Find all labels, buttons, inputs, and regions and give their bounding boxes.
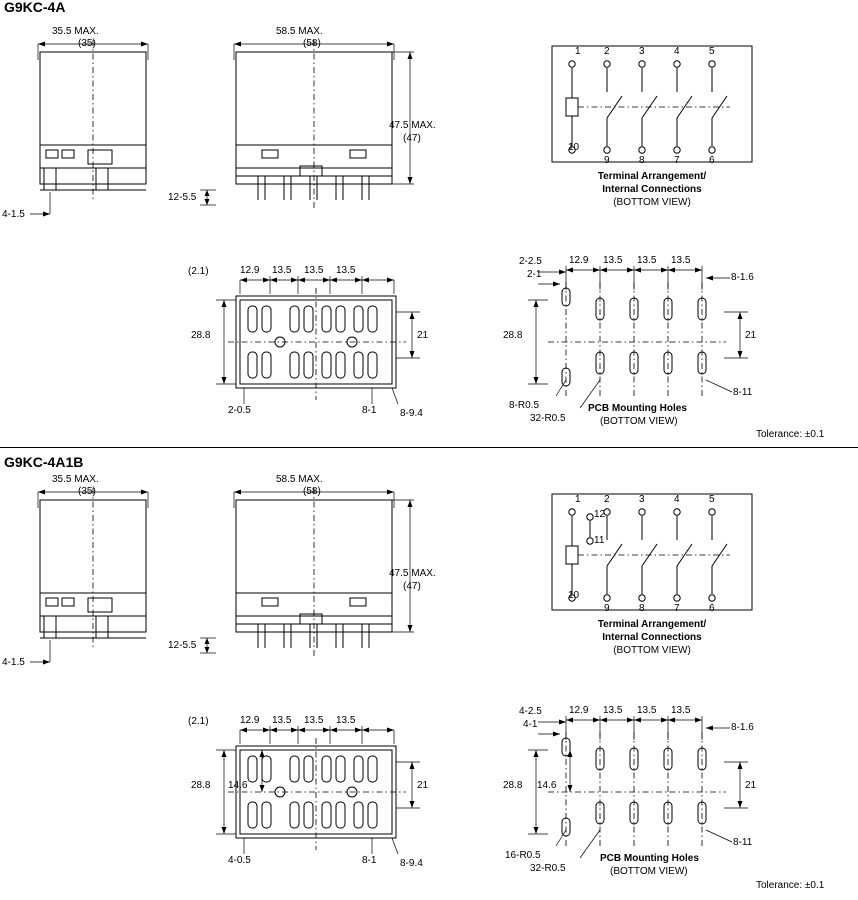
bottom-view-pitch-4-1: 13.5 [336,265,356,276]
bottom-view-dim-8-94-1: 8-9.4 [400,408,423,419]
terminal-caption-line2-2: Internal Connections [602,632,702,643]
side-view-width-max-1: 58.5 MAX. [276,26,323,37]
pcb-dim-8-r05-1: 8-R0.5 [509,400,540,411]
pcb-dim-8-11-1: 8-11 [733,387,753,398]
pcb-dim-32-r05-2: 32-R0.5 [530,863,566,874]
terminal-number-7-1: 7 [674,155,680,166]
terminal-number-5-1: 5 [709,46,715,57]
bottom-view-pitch-2-2: 13.5 [272,715,292,726]
terminal-number-6-1: 6 [709,155,715,166]
pcb-caption-line2-1: (BOTTOM VIEW) [600,416,678,427]
section-title-2: G9KC-4A1B [4,454,84,470]
pcb-height-left2-2: 14.6 [537,780,557,791]
tolerance-note-2: Tolerance: ±0.1 [756,880,825,891]
terminal-caption-line2-1: Internal Connections [602,184,702,195]
section-divider [0,447,858,448]
pcb-height-right-1: 21 [745,330,757,341]
pcb-pitch-4-2: 13.5 [671,705,691,716]
front-view-pin-note-2: 4-1.5 [2,657,25,668]
pcb-dim-32-r05-1: 32-R0.5 [530,413,566,424]
pcb-height-right-2: 21 [745,780,757,791]
side-view-height-max-2: 47.5 MAX. [389,568,436,579]
bottom-view-pitch-4-2: 13.5 [336,715,356,726]
bottom-view-corner-dim-2: (2.1) [188,716,209,727]
pcb-holes-drawing-2 [0,455,858,900]
bottom-view-height-left-1: 28.8 [191,330,211,341]
terminal-number-9-2: 9 [604,603,610,614]
pcb-pitch-1-2: 12.9 [569,705,589,716]
section-g9kc-4a1b [0,455,858,900]
bottom-view-dim-8-94-2: 8-9.4 [400,858,423,869]
pcb-dim-b-1: 2-1 [527,269,542,280]
pcb-pitch-1-1: 12.9 [569,255,589,266]
terminal-number-10-1: 10 [568,142,580,153]
front-view-width-nom-2: (35) [78,486,96,497]
terminal-number-12-2: 12 [594,509,606,520]
pcb-height-left-1: 28.8 [503,330,523,341]
bottom-view-pitch-3-1: 13.5 [304,265,324,276]
side-view-width-nom-1: (58) [303,38,321,49]
pcb-height-left-2: 28.8 [503,780,523,791]
tolerance-note-1: Tolerance: ±0.1 [756,429,825,440]
front-view-pin-note-1: 4-1.5 [2,209,25,220]
pcb-dim-8-16-1: 8-1.6 [731,272,754,283]
terminal-number-9-1: 9 [604,155,610,166]
pcb-dim-8-16-2: 8-1.6 [731,722,754,733]
terminal-number-4-1: 4 [674,46,680,57]
pcb-dim-b-2: 4-1 [523,719,538,730]
bottom-view-height-left2-2: 14.6 [228,780,248,791]
terminal-caption-line3-1: (BOTTOM VIEW) [613,197,691,208]
bottom-view-pitch-1-1: 12.9 [240,265,260,276]
side-view-width-max-2: 58.5 MAX. [276,474,323,485]
pcb-caption-line1-2: PCB Mounting Holes [600,853,699,864]
bottom-view-height-left-2: 28.8 [191,780,211,791]
terminal-number-1-1: 1 [575,46,581,57]
pcb-pitch-3-2: 13.5 [637,705,657,716]
side-view-height-max-1: 47.5 MAX. [389,120,436,131]
pcb-pitch-2-1: 13.5 [603,255,623,266]
terminal-number-2-1: 2 [604,46,610,57]
pcb-dim-16-r05-2: 16-R0.5 [505,850,541,861]
terminal-number-2-2: 2 [604,494,610,505]
bottom-view-pitch-2-1: 13.5 [272,265,292,276]
pcb-caption-line1-1: PCB Mounting Holes [588,403,687,414]
front-view-width-max-1: 35.5 MAX. [52,26,99,37]
pcb-dim-a-1: 2-2.5 [519,256,542,267]
pcb-pitch-3-1: 13.5 [637,255,657,266]
bottom-view-height-right-1: 21 [417,330,429,341]
bottom-view-dim-8-1-2: 8-1 [362,855,377,866]
terminal-number-10-2: 10 [568,590,580,601]
bottom-view-pitch-3-2: 13.5 [304,715,324,726]
terminal-caption-line3-2: (BOTTOM VIEW) [613,645,691,656]
terminal-number-5-2: 5 [709,494,715,505]
bottom-view-corner-dim-1: (2.1) [188,266,209,277]
terminal-number-8-2: 8 [639,603,645,614]
side-view-pin-pitch-2: 12-5.5 [168,640,197,651]
bottom-view-dim-4-05-2: 4-0.5 [228,855,251,866]
pcb-dim-a-2: 4-2.5 [519,706,542,717]
bottom-view-dim-2-05-1: 2-0.5 [228,405,251,416]
bottom-view-dim-8-1-1: 8-1 [362,405,377,416]
terminal-number-1-2: 1 [575,494,581,505]
side-view-pin-pitch-1: 12-5.5 [168,192,197,203]
pcb-dim-8-11-2: 8-11 [733,837,753,848]
bottom-view-pitch-1-2: 12.9 [240,715,260,726]
terminal-number-7-2: 7 [674,603,680,614]
terminal-number-11-2: 11 [594,535,605,546]
side-view-height-nom-2: (47) [403,581,421,592]
terminal-caption-line1-2: Terminal Arrangement/ [597,619,707,630]
side-view-width-nom-2: (58) [303,486,321,497]
pcb-pitch-4-1: 13.5 [671,255,691,266]
front-view-width-max-2: 35.5 MAX. [52,474,99,485]
pcb-pitch-2-2: 13.5 [603,705,623,716]
pcb-caption-line2-2: (BOTTOM VIEW) [610,866,688,877]
section-title: G9KC-4A [4,0,66,15]
terminal-number-6-2: 6 [709,603,715,614]
terminal-number-3-2: 3 [639,494,645,505]
front-view-width-nom-1: (35) [78,38,96,49]
terminal-number-4-2: 4 [674,494,680,505]
terminal-number-3-1: 3 [639,46,645,57]
bottom-view-height-right-2: 21 [417,780,429,791]
terminal-caption-line1-1: Terminal Arrangement/ [597,171,707,182]
side-view-height-nom-1: (47) [403,133,421,144]
terminal-number-8-1: 8 [639,155,645,166]
